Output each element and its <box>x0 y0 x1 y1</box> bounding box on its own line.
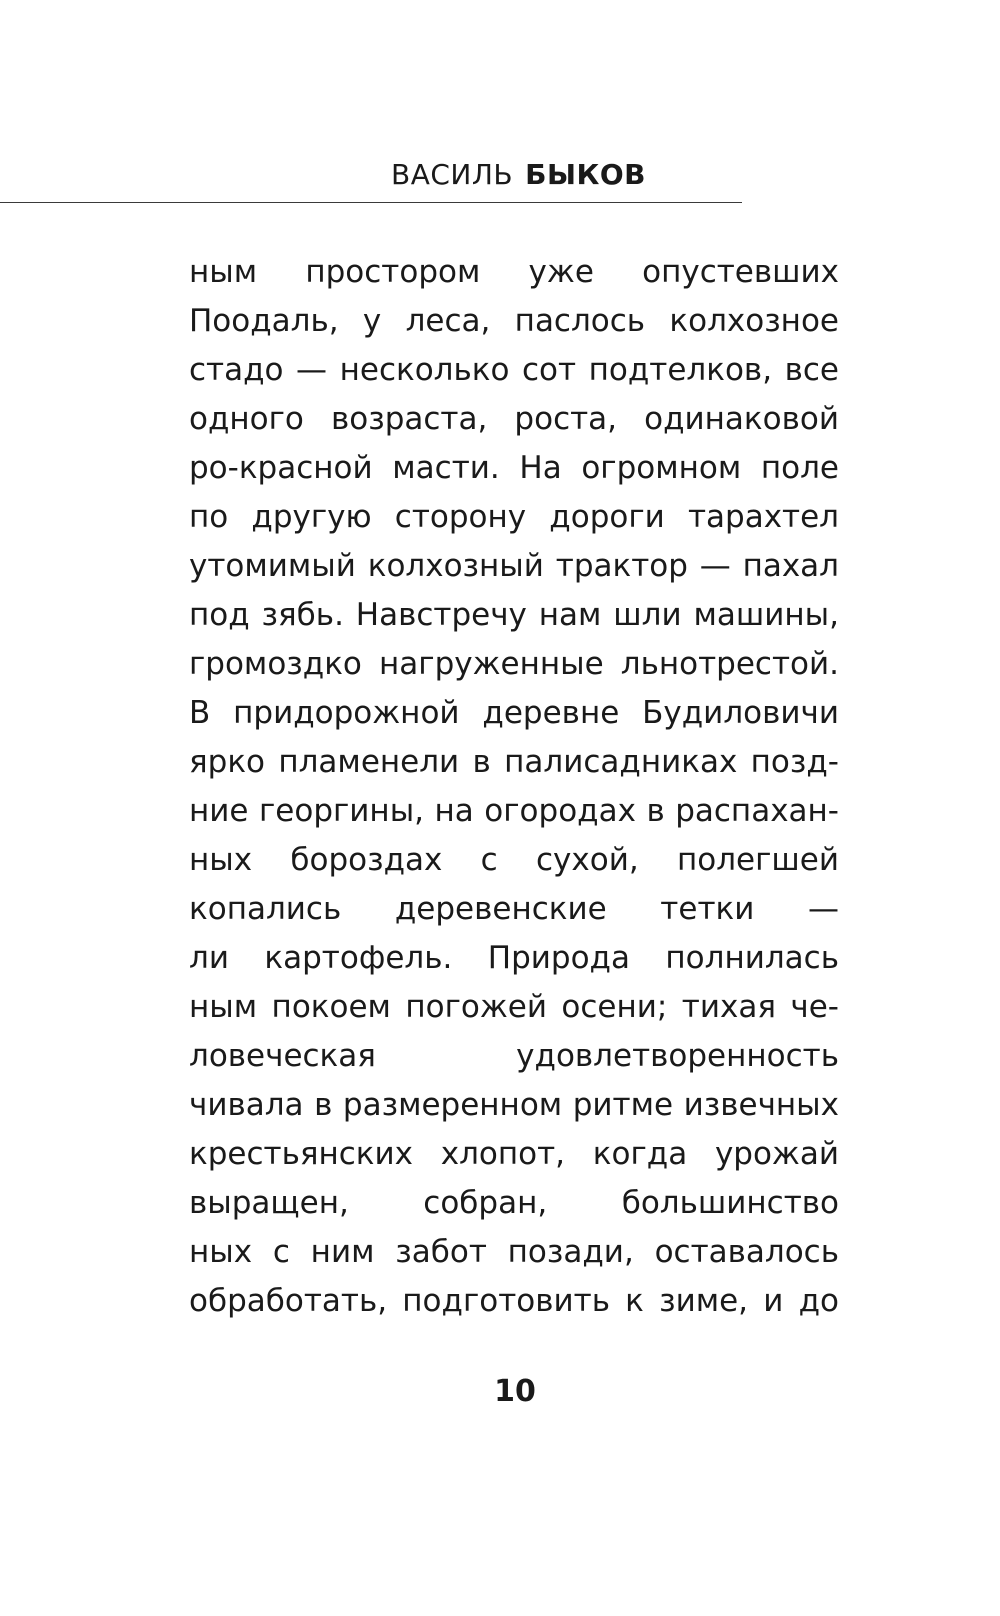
running-header <box>0 158 742 192</box>
author-last-name: БЫКОВ <box>525 158 646 191</box>
text-line: ных бороздах с сухой, полегшей <box>189 842 839 878</box>
text-line: ных с ним забот позади, оставалось <box>189 1234 839 1270</box>
text-line: утомимый колхозный трактор — пахал <box>189 548 839 584</box>
header-rule <box>0 202 742 203</box>
text-line: копались деревенские тетки — <box>189 891 839 927</box>
text-line: ловеческая удовлетворенность <box>189 1038 839 1074</box>
page-number: 10 <box>494 1374 536 1409</box>
text-line: ли картофель. Природа полнилась <box>189 940 839 976</box>
text-line: обработать, подготовить к зиме, и до <box>189 1283 839 1319</box>
text-line: ным покоем погожей осени; тихая че- <box>189 989 839 1025</box>
text-line: выращен, собран, большинство <box>189 1185 839 1221</box>
text-line: ро-красной масти. На огромном поле <box>189 450 839 486</box>
author-first-name: ВАСИЛЬ <box>390 158 514 191</box>
text-line: Поодаль, у леса, паслось колхозное <box>189 303 839 339</box>
text-line: ярко пламенели в палисадниках позд- <box>189 744 839 780</box>
text-line: чивала в размеренном ритме извечных <box>189 1087 839 1123</box>
text-line: по другую сторону дороги тарахтел <box>189 499 839 535</box>
text-line: громоздко нагруженные льнотрестой. <box>189 646 839 682</box>
text-line: крестьянских хлопот, когда урожай <box>189 1136 839 1172</box>
text-line: под зябь. Навстречу нам шли машины, <box>189 597 839 633</box>
body-text <box>189 248 839 1326</box>
text-line: стадо — несколько сот подтелков, все <box>189 352 839 388</box>
text-line: ние георгины, на огородах в распахан- <box>189 793 839 829</box>
text-line: одного возраста, роста, одинаковой <box>189 401 839 437</box>
text-line: В придорожной деревне Будиловичи <box>189 695 839 731</box>
text-line: ным простором уже опустевших <box>189 254 839 290</box>
